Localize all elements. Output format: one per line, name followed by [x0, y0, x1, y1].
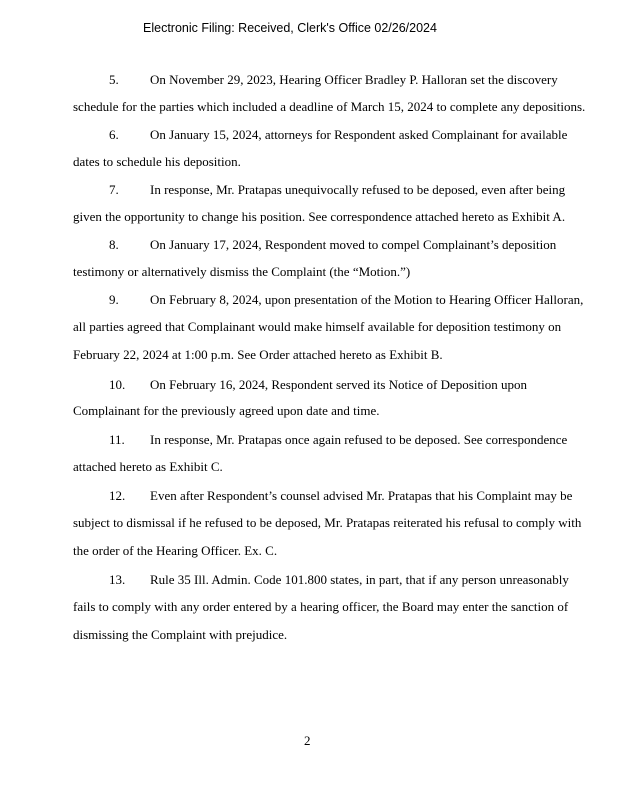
page-number: 2: [304, 733, 311, 748]
paragraph-line: February 22, 2024 at 1:00 p.m. See Order attached hereto as Exhibit B.: [73, 347, 443, 362]
paragraph-number: 11.: [109, 432, 125, 447]
paragraph-line: In response, Mr. Pratapas once again refused to be deposed. See correspondence: [150, 432, 568, 447]
paragraph-line: On January 15, 2024, attorneys for Respondent asked Complainant for available: [150, 127, 568, 142]
paragraph-line: Complainant for the previously agreed upon date and time.: [73, 403, 380, 418]
paragraph-line: the order of the Hearing Officer. Ex. C.: [73, 543, 278, 558]
paragraph-number: 8.: [109, 237, 119, 252]
paragraph-line: On November 29, 2023, Hearing Officer Bradley P. Halloran set the discovery: [150, 72, 558, 87]
paragraph-line: Rule 35 Ill. Admin. Code 101.800 states, in part, that if any person unreasonably: [150, 572, 569, 587]
paragraph-number: 13.: [109, 572, 126, 587]
paragraph-number: 10.: [109, 377, 126, 392]
paragraph-line: subject to dismissal if he refused to be deposed, Mr. Pratapas reiterated his refusal to comply with: [73, 515, 582, 530]
paragraph-number: 6.: [109, 127, 119, 142]
paragraph-line: fails to comply with any order entered by a hearing officer, the Board may enter the sanction of: [73, 599, 569, 614]
paragraph-line: On February 16, 2024, Respondent served its Notice of Deposition upon: [150, 377, 527, 392]
paragraph-number: 12.: [109, 488, 126, 503]
paragraph-line: schedule for the parties which included a deadline of March 15, 2024 to complete any depositions.: [73, 99, 586, 114]
paragraph-number: 7.: [109, 182, 119, 197]
paragraph-number: 9.: [109, 292, 119, 307]
paragraph-line: all parties agreed that Complainant would make himself available for deposition testimony on: [73, 319, 562, 334]
paragraph-line: On January 17, 2024, Respondent moved to compel Complainant’s deposition: [150, 237, 557, 252]
paragraph-line: testimony or alternatively dismiss the Complaint (the “Motion.”): [73, 264, 411, 279]
paragraph-line: dates to schedule his deposition.: [73, 154, 241, 169]
paragraph-line: On February 8, 2024, upon presentation of the Motion to Hearing Officer Halloran,: [150, 292, 584, 307]
paragraph-number: 5.: [109, 72, 119, 87]
electronic-filing-header: Electronic Filing: Received, Clerk's Office 02/26/2024: [143, 21, 437, 35]
paragraph-line: given the opportunity to change his position. See correspondence attached hereto as Exhibit A.: [73, 209, 566, 224]
paragraph-line: Even after Respondent’s counsel advised Mr. Pratapas that his Complaint may be: [150, 488, 573, 503]
paragraph-line: dismissing the Complaint with prejudice.: [73, 627, 288, 642]
paragraph-line: In response, Mr. Pratapas unequivocally refused to be deposed, even after being: [150, 182, 566, 197]
paragraph-line: attached hereto as Exhibit C.: [73, 459, 223, 474]
